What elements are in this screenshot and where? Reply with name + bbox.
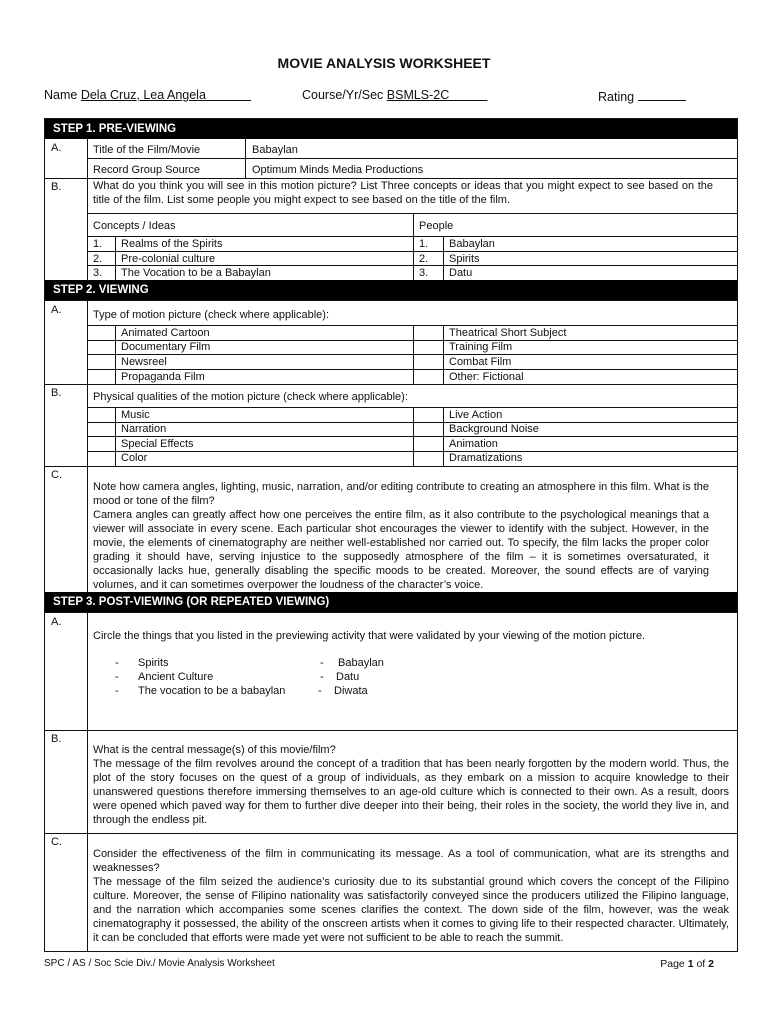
step2-b-label: B. (51, 387, 62, 399)
validated-item: The vocation to be a babaylan (138, 685, 286, 697)
quality-item: Music (121, 409, 150, 421)
divider (443, 236, 444, 280)
step3-c-question: Consider the effectiveness of the film in communicating its message. As a tool of communication, what are its strengths and weaknesses? (93, 848, 729, 874)
concept-item: Pre-colonial culture (121, 253, 216, 265)
step1-a-label: A. (51, 142, 62, 154)
divider (115, 407, 116, 466)
motion-type-item: Training Film (449, 341, 513, 353)
divider (115, 325, 116, 384)
course-label: Course/Yr/Sec (302, 88, 384, 102)
list-dash: - (320, 657, 324, 669)
footer-doc-label: SPC / AS / Soc Scie Div./ Movie Analysis Worksheet (44, 958, 275, 969)
list-dash: - (320, 671, 324, 683)
divider (87, 354, 737, 355)
step3-b-answer: The message of the film revolves around the concept of a tradition that has been nearly forgotten by the modern world. Thus, the plot of the story focuses on the quest of a group of individuals, as they embark on a mission to acquire knowledge to their unanswered questions therefore immersing themselves to an age-old culture which is connected to their own. As a result, doors were opened which paved way for them to further dive deeper into their being, their roles in the society, the world they live in, and through the endless pit. (93, 758, 729, 826)
step2-a-question: Type of motion picture (check where applicable): (93, 309, 330, 321)
divider (87, 300, 88, 592)
validated-item: Spirits (138, 657, 169, 669)
divider (45, 300, 737, 301)
list-dash: - (115, 671, 119, 683)
person-item: Datu (449, 267, 473, 279)
divider (413, 325, 414, 384)
divider (45, 384, 737, 385)
step3-a-label: A. (51, 616, 62, 628)
divider (45, 466, 737, 467)
motion-type-item: Documentary Film (121, 341, 211, 353)
concept-num: 3. (93, 267, 103, 279)
step3-c-label: C. (51, 836, 62, 848)
quality-item: Narration (121, 423, 167, 435)
divider (87, 407, 737, 408)
step2-c-question: Note how camera angles, lighting, music, narration, and/or editing contribute to creating an atmosphere in this film. What is the mood or tone of the film? (93, 481, 709, 507)
concept-num: 2. (93, 253, 103, 265)
divider (87, 612, 88, 952)
concepts-header: Concepts / Ideas (93, 220, 176, 232)
worksheet-table (44, 118, 738, 952)
rating-blank (638, 88, 686, 101)
people-header: People (419, 220, 454, 232)
worksheet-title: MOVIE ANALYSIS WORKSHEET (277, 55, 491, 71)
step3-b-question: What is the central message(s) of this movie/film? (93, 744, 336, 756)
quality-item: Color (121, 452, 148, 464)
name-label: Name (44, 88, 78, 102)
person-item: Spirits (449, 253, 480, 265)
divider (45, 730, 737, 731)
divider (443, 325, 444, 384)
of-word: of (696, 958, 706, 970)
record-source-value: Optimum Minds Media Productions (252, 164, 424, 176)
list-dash: - (115, 657, 119, 669)
concept-num: 1. (93, 238, 103, 250)
divider (245, 139, 246, 178)
person-num: 1. (419, 238, 429, 250)
step2-b-question: Physical qualities of the motion picture (check where applicable): (93, 391, 408, 403)
divider (115, 236, 116, 280)
quality-item: Special Effects (121, 438, 194, 450)
divider (87, 451, 737, 452)
step3-b-label: B. (51, 733, 62, 745)
motion-type-item: Propaganda Film (121, 371, 205, 383)
quality-item: Animation (449, 438, 498, 450)
step3-a-question: Circle the things that you listed in the previewing activity that were validated by your viewing of the motion picture. (93, 630, 646, 642)
divider (87, 213, 737, 214)
divider (413, 407, 414, 466)
divider (87, 139, 88, 280)
film-title-value: Babaylan (252, 144, 298, 156)
rating-label: Rating (598, 90, 635, 104)
divider (413, 213, 414, 280)
validated-item: Datu (336, 671, 360, 683)
record-source-label: Record Group Source (93, 164, 200, 176)
validated-item: Babaylan (338, 657, 384, 669)
step1-b-label: B. (51, 181, 62, 193)
motion-type-item: Newsreel (121, 356, 167, 368)
step2-c-label: C. (51, 469, 62, 481)
step2-c-answer: Camera angles can greatly affect how one perceives the entire film, as it also contribute to the psychological meanings that a viewer will associate in every scene. Each particular shot encourages the viewer to identify with the subject. However, in the movie, the elements of cinematography are neither well-established nor carried out. To specify, the film lacks the proper color grading it should have, serving injustice to the supposedly atmosphere of the film – it is sometimes oversaturated, it occasionally lacks hue, generally disabling the specific moods to be created. Moreover, the sound effects are of varying volumes, and it can sometimes overpower the loudness of the character’s voice. (93, 509, 709, 591)
quality-item: Live Action (449, 409, 503, 421)
validated-item: Diwata (334, 685, 368, 697)
motion-type-item: Combat Film (449, 356, 512, 368)
concept-item: The Vocation to be a Babaylan (121, 267, 271, 279)
step1-header: STEP 1. PRE-VIEWING (45, 119, 737, 139)
concept-item: Realms of the Spirits (121, 238, 223, 250)
step2-header: STEP 2. VIEWING (45, 280, 737, 300)
page-number (660, 958, 714, 970)
page-total: 2 (708, 958, 714, 970)
name-value: Dela Cruz, Lea Angela (80, 88, 206, 102)
divider (45, 612, 737, 613)
page-current: 1 (687, 958, 694, 970)
quality-item: Dramatizations (449, 452, 523, 464)
divider (87, 422, 737, 423)
person-item: Babaylan (449, 238, 495, 250)
divider (443, 407, 444, 466)
motion-type-item: Other: Fictional (449, 371, 524, 383)
motion-type-item: Animated Cartoon (121, 327, 210, 339)
course-value: BSMLS-2C (386, 88, 450, 102)
film-title-label: Title of the Film/Movie (93, 144, 201, 156)
person-num: 3. (419, 267, 429, 279)
list-dash: - (115, 685, 119, 697)
divider (45, 833, 737, 834)
step3-c-answer: The message of the film seized the audience’s curiosity due to its substantial ground which covers the concept of the Filipino culture. Moreover, the sense of Filipino nationality was satisfactorily conveyed since the producers utilized the Filipino language, and the narration which accompanies some scenes clarifies the context. The down side of the film, however, was the weak cinematography it possessed, the ability of the onscreen artists when it comes to giving life to their respected character. Ultimately, it can be concluded that efforts were made yet were not sufficient to be able to reach the summit. (93, 876, 729, 944)
step3-header: STEP 3. POST-VIEWING (OR REPEATED VIEWING) (45, 592, 737, 612)
rating-line (598, 88, 686, 104)
step1-b-question: What do you think you will see in this motion picture? List Three concepts or ideas that you might expect to see based on the title of the film. List some people you might expect to see based on the title of the film. (93, 180, 713, 206)
person-num: 2. (419, 253, 429, 265)
motion-type-item: Theatrical Short Subject (449, 327, 567, 339)
divider (87, 158, 737, 159)
validated-item: Ancient Culture (138, 671, 214, 683)
quality-item: Background Noise (449, 423, 539, 435)
page-word: Page (660, 958, 685, 970)
list-dash: - (318, 685, 322, 697)
name-line (44, 88, 251, 102)
step2-a-label: A. (51, 304, 62, 316)
course-line (302, 88, 488, 102)
